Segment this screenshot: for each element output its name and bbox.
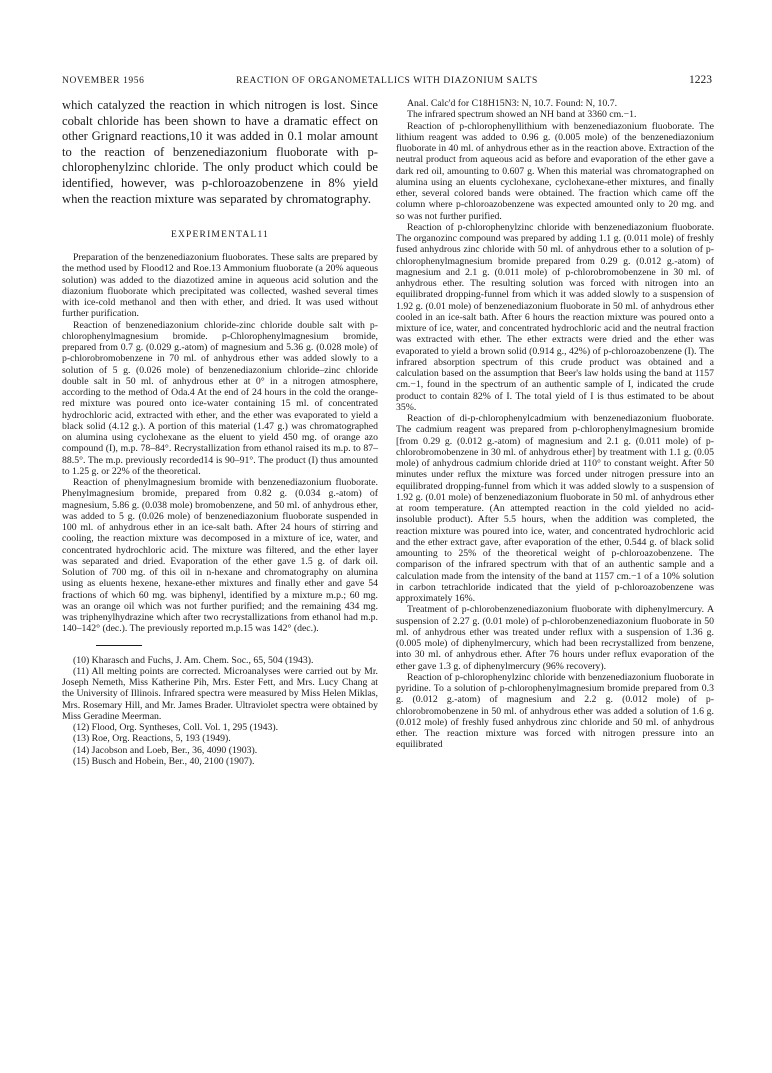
- page-number: 1223: [689, 74, 712, 86]
- footnote-15: (15) Busch and Hobein, Ber., 40, 2100 (1907).: [73, 755, 255, 767]
- footnote-rule: [96, 645, 142, 646]
- paragraph-pyridine-reaction: Reaction of p-chlorophenylzinc chloride with benzenediazonium fluoborate in pyridine. To a solution of p-chlorophenylmagnesium bromide prepared from 0.3 g. (0.012 g.-atom) of magnesium and 2.2 g. (0.012 mole) of p-chlorobromobenzene in 50 ml. of anhydrous ether was added a solution of 1.6 g. (0.012 mole) of freshly fused anhydrous zinc chloride and 50 ml. of anhydrous ether. The reaction mixture was forced with nitrogen pressure into an equilibrated: [396, 671, 714, 751]
- paragraph-analysis: Anal. Calc'd for C18H15N3: N, 10.7. Found: N, 10.7.: [407, 98, 618, 109]
- lead-paragraph: which catalyzed the reaction in which nitrogen is lost. Since cobalt chloride has been shown to have a dramatic effect on other Grignard reactions,10 it was added in 0.1 molar amount to the reaction of benzenediazonium fluoborate with p-chlorophenylzinc chloride. The only product which could be identified, however, was p-chloroazobenzene in 8% yield when the reaction mixture was separated by chromatography.: [62, 98, 378, 206]
- left-column: [62, 98, 378, 767]
- header-date: NOVEMBER 1956: [62, 76, 145, 86]
- footnote-14: (14) Jacobson and Loeb, Ber., 36, 4090 (1903).: [73, 744, 258, 756]
- paragraph-phenylmagnesium-reaction: Reaction of phenylmagnesium bromide with benzenediazonium fluoborate. Phenylmagnesium bromide, prepared from 0.82 g. (0.034 g.-atom) of magnesium, 5.86 g. (0.038 mole) bromobenzene, and 50 ml. of anhydrous ether, was added to 5 g. (0.026 mole) of benzenediazonium fluoborate suspended in 100 ml. of anhydrous ether in an ice-salt bath. After 24 hours of stirring and cooling, the reaction mixture was decomposed in a mixture of ice, water, and concentrated hydrochloric acid. The mixture was filtered, and the ether layer was separated and dried. Evaporation of the ether gave 1.5 g. of dark oil. Solution of 700 mg. of this oil in n-hexane and chromatography on alumina using as eluents hexene, hexane-ether mixtures and finally ether and gave 54 fractions of which 60 mg. was biphenyl, identified by a mixture m.p.; 60 mg. was an orange oil which was not further purified; and the remaining 434 mg. was triphenylhydrazine which after two recrystallizations from ethanol had m.p. 140–142° (dec.). The previously reported m.p.15 was 142° (dec.).: [62, 477, 378, 635]
- paragraph-fluoborate-preparation: Preparation of the benzenediazonium fluoborates. These salts are prepared by the method used by Flood12 and Roe.13 Ammonium fluoborate (a 20% aqueous solution) was added to the diazotized amine in aqueous acid solution and the diazonium fluoborate which precipitated was collected, washed several times with ice-cold methanol and then with ether, and dried. It was used without further purification.: [62, 252, 378, 320]
- running-header: [62, 76, 712, 90]
- footnote-11: (11) All melting points are corrected. Microanalyses were carried out by Mr. Joseph Nemeth, Miss Katherine Pih, Mrs. Ester Fett, and Mrs. Lucy Chang at the University of Illinois. Infrared spectra were measured by Miss Helen Miklas, Mrs. Rosemary Hill, and Mr. James Brader. Ultraviolet spectra were obtained by Miss Geradine Meerman.: [62, 665, 378, 722]
- paragraph-double-salt-reaction: Reaction of benzenediazonium chloride-zinc chloride double salt with p-chlorophenylmagnesium bromide. p-Chlorophenylmagnesium bromide, prepared from 0.7 g. (0.029 g.-atom) of magnesium and 5.36 g. (0.028 mole) of p-chlorobromobenzene in 70 ml. of anhydrous ether was added slowly to a solution of 5 g. (0.026 mole) of benzenediazonium chloride–zinc chloride double salt in 50 ml. of anhydrous ether at 0° in a nitrogen atmosphere, according to the method of Oda.4 At the end of 24 hours in the cold the orange-red mixture was poured onto ice-water containing 15 ml. of concentrated hydrochloric acid, extracted with ether, and the ether was evaporated to yield a black solid (4.12 g.). A portion of this material (1.47 g.) was chromatographed on alumina using cyclohexane as the eluent to yield 450 mg. of orange azo compound (I), m.p. 78–84°. Recrystallization from ethanol raised its m.p. to 87–88.5°. The m.p. previously recorded14 is 90–91°. The product (I) thus amounted to 1.25 g. or 22% of the theoretical.: [62, 319, 378, 477]
- paragraph-infrared-nh: The infrared spectrum showed an NH band at 3360 cm.−1.: [407, 109, 637, 121]
- paragraph-cadmium-reaction: Reaction of di-p-chlorophenylcadmium with benzenediazonium fluoborate. The cadmium reagent was prepared from p-chlorophenylmagnesium bromide [from 0.29 g. (0.012 g.-atom) of magnesium and 2.1 g. (0.011 mole) of p-chlorobromobenzene in 30 ml. of anhydrous ether] by treatment with 1.1 g. (0.05 mole) of anhydrous cadmium chloride dried at 110° to constant weight. After 50 minutes under reflux the mixture was forced under nitrogen pressure into an equilibrated dropping-funnel from which it was added slowly to a suspension of 1.92 g. (0.01 mole) of benzenediazonium fluoborate in 50 ml. of anhydrous ether at room temperature. (An attempted reaction in the cold yielded no acid-insoluble product). After 5.5 hours, when the addition was completed, the reaction mixture was poured into ice, water, and concentrated hydrochloric acid and the ether extract gave, after evaporation of the ether, 0.544 g. of black solid amounting to 25% of the theoretical weight of p-chloroazobenzene. The comparison of the infrared spectrum with that of an authentic sample and a calculation made from the intensity of the band at 1157 cm.−1 of a 10% solution in carbon tetrachloride indicated that the yield of p-chloroazobenzene was approximately 16%.: [396, 413, 714, 604]
- footnote-10: (10) Kharasch and Fuchs, J. Am. Chem. Soc., 65, 504 (1943).: [73, 654, 314, 666]
- paragraph-diphenylmercury-treatment: Treatment of p-chlorobenzenediazonium fluoborate with diphenylmercury. A suspension of 2.27 g. (0.01 mole) of p-chlorobenzenediazonium fluoborate in 50 ml. of anhydrous ether was treated under reflux with a suspension of 1.36 g. (0.005 mole) of diphenylmercury, which had been recrystallized from benzene, into 30 ml. of anhydrous ether. After 76 hours under reflux evaporation of the ether gave 1.3 g. of diphenylmercury (96% recovery).: [396, 604, 714, 672]
- footnote-13: (13) Roe, Org. Reactions, 5, 193 (1949).: [73, 733, 231, 745]
- right-column: [396, 98, 714, 751]
- header-running-title: REACTION OF ORGANOMETALLICS WITH DIAZONIUM SALTS: [236, 76, 538, 86]
- footnote-12: (12) Flood, Org. Syntheses, Coll. Vol. 1, 295 (1943).: [73, 722, 279, 734]
- paragraph-chlorophenyllithium-reaction: Reaction of p-chlorophenyllithium with benzenediazonium fluoborate. The lithium reagent was added to 0.96 g. (0.005 mole) of the benzenediazonium fluoborate in 40 ml. of anhydrous ether as in the reaction above. Extraction of the neutral product from aqueous acid as before and evaporation of the ether gave a dark red oil, amounting to 0.607 g. When this material was chromatographed on alumina using an eluents cyclohexane, cyclohexane-ether mixtures, and finally ether, several colored bands were obtained. The fraction which came off the column where p-chloroazobenzene was expected amounted only to 20 mg. and so was not further purified.: [396, 120, 714, 222]
- paragraph-chlorophenylzinc-reaction: Reaction of p-chlorophenylzinc chloride with benzenediazonium fluoborate. The organozinc compound was prepared by adding 1.1 g. (0.011 mole) of freshly fused anhydrous zinc chloride with 50 ml. of anhydrous ether to a solution of p-chlorophenylmagnesium bromide prepared from 0.29 g. (0.012 g.-atom) of magnesium and 2.1 g. (0.011 mole) of p-chlorobromobenzene in 30 ml. of anhydrous ether. The resulting solution was forced with nitrogen into an equilibrated dropping-funnel from which it was added slowly to a suspension of 1.92 g. (0.01 mole) of benzenediazonium fluoborate in 50 ml. of anhydrous ether cooled in an ice-salt bath. After 6 hours the reaction mixture was poured onto a mixture of ice, water, and concentrated hydrochloric acid and the neutral fraction was extracted with ether. The ether extracts were dried and the ether was evaporated to yield a brown solid (0.914 g., 42%) of p-chloroazobenzene (I). The infrared absorption spectrum of this crude product was obtained and a calculation based on the assumption that Beer's law holds using the band at 1157 cm.−1, found in the spectrum of an authentic sample of I, indicated the crude product to contain 82% of I. The total yield of I is thus estimated to be about 35%.: [396, 221, 714, 413]
- experimental-heading: EXPERIMENTAL11: [170, 230, 269, 241]
